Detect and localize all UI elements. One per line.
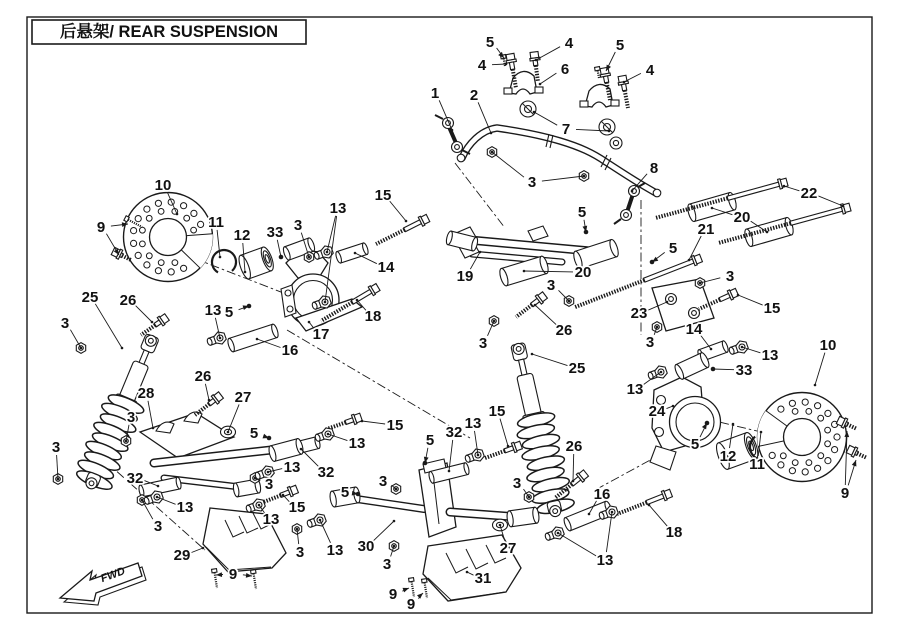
callout-label-14: 14 [685,321,703,339]
disc-hole [140,241,146,247]
leader-end [611,511,614,514]
disc-hole [144,206,150,212]
callout-label-28: 28 [137,385,155,403]
callout-label-3: 3 [478,335,488,353]
callout-label-26: 26 [555,322,573,340]
disc-hole [184,215,190,221]
leader-end [499,524,502,527]
callout-label-26: 26 [565,438,583,456]
leader-end [308,321,311,324]
callout-label-9: 9 [840,485,850,503]
callout-label-15: 15 [288,499,306,517]
leader-end [451,129,454,132]
leader-end [202,547,205,550]
disc-hub [784,419,821,456]
callout-label-13: 13 [761,347,779,365]
callout-label-3: 3 [153,518,163,536]
disc-hole [815,465,821,471]
callout-label-25: 25 [568,360,586,378]
callout-label-7: 7 [561,121,571,139]
disc-hole [158,260,164,266]
leader-end [535,59,538,62]
leader-end [308,256,311,259]
knuckle-bolt-hole [655,428,664,437]
leader-end [327,433,330,436]
leader-end [80,347,83,350]
leader-end [814,384,817,387]
leader-end [267,471,270,474]
disc-hole [789,468,795,474]
callout-label-3: 3 [126,409,136,427]
link-eye-hole [624,213,629,218]
callout-label-5: 5 [224,304,234,322]
callout-label-13: 13 [204,302,222,320]
callout-label-18: 18 [665,524,683,542]
callout-label-5: 5 [615,37,625,55]
leader-end [783,185,786,188]
callout-label-5: 5 [690,436,700,454]
clamp-foot [580,101,588,107]
knuckle-bolt-hole [285,290,291,296]
disc-hole [155,268,161,274]
callout-label-27: 27 [499,540,517,558]
leader-end [672,405,675,408]
leader-end [208,399,211,402]
page-title: 后悬架/ REAR SUSPENSION [59,23,279,41]
callout-label-31: 31 [474,570,492,588]
disc-hole [131,228,137,234]
callout-label-4: 4 [477,57,487,75]
callout-label-3: 3 [725,268,735,286]
leader-end [531,353,534,356]
disc-hole [815,403,821,409]
callout-label-9: 9 [406,596,416,614]
leader-end [568,300,571,303]
leader-end [583,175,586,178]
callout-label-24: 24 [648,403,666,421]
callout-label-12: 12 [719,448,737,466]
leader-end [57,478,60,481]
callout-label-32: 32 [445,424,463,442]
disc-hole [792,460,798,466]
callout-label-13: 13 [283,459,301,477]
disc-hole [806,409,812,415]
leader-end [712,368,715,371]
leader-end [254,477,257,480]
leader-end [361,420,364,423]
leader-end [324,301,327,304]
leader-end [219,256,222,259]
callout-label-18: 18 [364,308,382,326]
leader-end [766,231,769,234]
callout-label-21: 21 [697,221,715,239]
disc-hole [778,406,784,412]
bar-end-left [457,154,465,162]
leader-end [258,504,261,507]
callout-label-3: 3 [51,439,61,457]
callout-label-13: 13 [326,542,344,560]
disc-hole [135,252,141,258]
leader-end [125,440,128,443]
leader-end [623,81,626,84]
callout-label-13: 13 [329,200,347,218]
leader-end [354,252,357,255]
callout-label-12: 12 [233,227,251,245]
leader-end [356,299,359,302]
leader-end [699,282,702,285]
leader-end [505,63,508,66]
disc-hole [769,452,775,458]
leader-end [466,571,469,574]
callout-label-20: 20 [733,209,751,227]
disc-hole [825,441,831,447]
clamp-foot [504,88,512,94]
callout-label-4: 4 [645,62,655,80]
callout-label-13: 13 [596,552,614,570]
callout-label-32: 32 [126,470,144,488]
leader-end [121,347,124,350]
disc-hole [780,453,786,459]
callout-label-23: 23 [630,305,648,323]
disc-hole [778,462,784,468]
disc-hole [155,200,161,206]
bar-end-right [653,189,661,197]
disc-hole [191,227,197,233]
disc-hole [172,260,178,266]
callout-label-15: 15 [374,187,392,205]
callout-label-17: 17 [312,326,330,344]
leader-end [244,271,247,274]
leader-end [151,321,154,324]
callout-label-25: 25 [81,289,99,307]
leader-end [152,427,155,430]
callout-label-16: 16 [281,342,299,360]
leader-end [282,494,285,497]
disc-hole [168,269,174,275]
brake-disc-left [124,193,213,282]
brake-disc-right [757,393,846,482]
leader-end [490,132,493,135]
leader-end [842,205,845,208]
leader-end [660,371,663,374]
leader-end [176,213,179,216]
disc-hole [832,447,838,453]
callout-label-4: 4 [564,35,574,53]
leader-end [557,532,560,535]
leader-end [608,130,611,133]
callout-label-10: 10 [819,337,837,355]
leader-end [666,301,669,304]
callout-label-3: 3 [378,473,388,491]
leader-end [534,304,537,307]
disc-hole [825,427,831,433]
callout-label-13: 13 [176,499,194,517]
bracket-hole [692,311,697,316]
disc-hole [802,399,808,405]
callout-label-32: 32 [317,464,335,482]
disc-hole [789,400,795,406]
disc-hole [181,203,187,209]
leader-end [296,528,299,531]
leader-end [326,251,329,254]
callout-label-1: 1 [430,85,440,103]
clamp-foot [611,100,619,106]
callout-label-3: 3 [293,217,303,235]
callout-label-3: 3 [382,556,392,574]
leader-end [741,346,744,349]
disc-hole [146,253,152,259]
disc-hole [144,262,150,268]
leader-end [588,513,591,516]
callout-label-33: 33 [266,224,284,242]
leader-end [319,519,322,522]
callout-label-3: 3 [645,334,655,352]
callout-label-14: 14 [377,259,395,277]
disc-hole [191,210,197,216]
disc-hole [834,434,840,440]
leader-end [732,423,735,426]
leader-end [300,448,303,451]
leader-end [737,294,740,297]
callout-label-5: 5 [425,432,435,450]
knuckle-bolt-hole [287,306,293,312]
callout-label-13: 13 [464,415,482,433]
callout-label-15: 15 [488,403,506,421]
callout-label-6: 6 [560,61,570,79]
callout-label-9: 9 [96,219,106,237]
callout-label-13: 13 [262,511,280,529]
leader-end [631,190,634,193]
leader-end [405,220,408,223]
callout-label-9: 9 [388,586,398,604]
disc-hole [825,410,831,416]
callout-label-27: 27 [234,389,252,407]
leader-end [141,499,144,502]
bracket-hole [669,297,674,302]
link-eye-hole [455,145,460,150]
leader-end [528,496,531,499]
callout-label-8: 8 [649,160,659,178]
disc-hole [792,409,798,415]
callout-label-33: 33 [735,362,753,380]
shock-part [552,508,558,514]
leader-end [711,207,714,210]
callout-label-5: 5 [249,425,259,443]
leader-end [280,256,283,259]
stabilizer-bushing-left [520,101,536,117]
callout-label-15: 15 [763,300,781,318]
disc-hole [135,216,141,222]
disc-hole [818,453,824,459]
disc-hole [802,469,808,475]
bushing-inner [613,140,618,145]
callout-label-13: 13 [626,381,644,399]
callout-label-3: 3 [60,315,70,333]
title-box [32,20,306,44]
callout-label-16: 16 [593,486,611,504]
leader-end [393,520,396,523]
leader-end [393,545,396,548]
leader-end [395,488,398,491]
leader-end [688,259,691,262]
leader-end [156,496,159,499]
clamp-foot [535,87,543,93]
callout-label-30: 30 [357,538,375,556]
leader-end [656,326,659,329]
leader-end [227,431,230,434]
disc-hole [131,240,137,246]
callout-label-5: 5 [577,204,587,222]
fwd-label: FWD [99,565,127,586]
callout-label-10: 10 [154,177,172,195]
callout-label-29: 29 [173,547,191,565]
disc-hole [181,265,187,271]
callout-label-11: 11 [208,214,224,232]
disc-hole [158,209,164,215]
callout-label-3: 3 [295,544,305,562]
callout-label-9: 9 [228,566,238,584]
leader-end [219,337,222,340]
leader-end [572,480,575,483]
leader-end [479,251,482,254]
disc-hole [825,458,831,464]
leader-end [493,320,496,323]
disc-hole [198,221,204,227]
callout-label-3: 3 [546,277,556,295]
leader-end [507,445,510,448]
callout-label-3: 3 [264,476,274,494]
callout-label-13: 13 [348,435,366,453]
shock-part [516,346,522,352]
callout-label-3: 3 [527,174,537,192]
disc-hole [818,415,824,421]
leader-end [523,270,526,273]
callout-label-5: 5 [485,34,495,52]
disc-hub [150,219,187,256]
callout-label-19: 19 [456,268,474,286]
disc-hole [806,460,812,466]
leader-end [760,431,763,434]
leader-end [477,454,480,457]
leader-end [491,151,494,154]
leader-end [256,338,259,341]
callout-label-11: 11 [749,456,765,474]
disc-hole [140,227,146,233]
callout-label-26: 26 [194,368,212,386]
leader-end [533,111,536,114]
leader-end [448,470,451,473]
callout-label-5: 5 [340,484,350,502]
callout-label-3: 3 [512,475,522,493]
leader-end [539,83,542,86]
callout-label-2: 2 [469,87,479,105]
callout-label-20: 20 [574,264,592,282]
callout-label-15: 15 [386,417,404,435]
leader-end [710,348,713,351]
disc-hole [146,215,152,221]
callout-label-22: 22 [800,185,818,203]
callout-label-5: 5 [668,240,678,258]
leader-end [157,485,160,488]
leader-end [648,504,651,507]
callout-label-26: 26 [119,292,137,310]
